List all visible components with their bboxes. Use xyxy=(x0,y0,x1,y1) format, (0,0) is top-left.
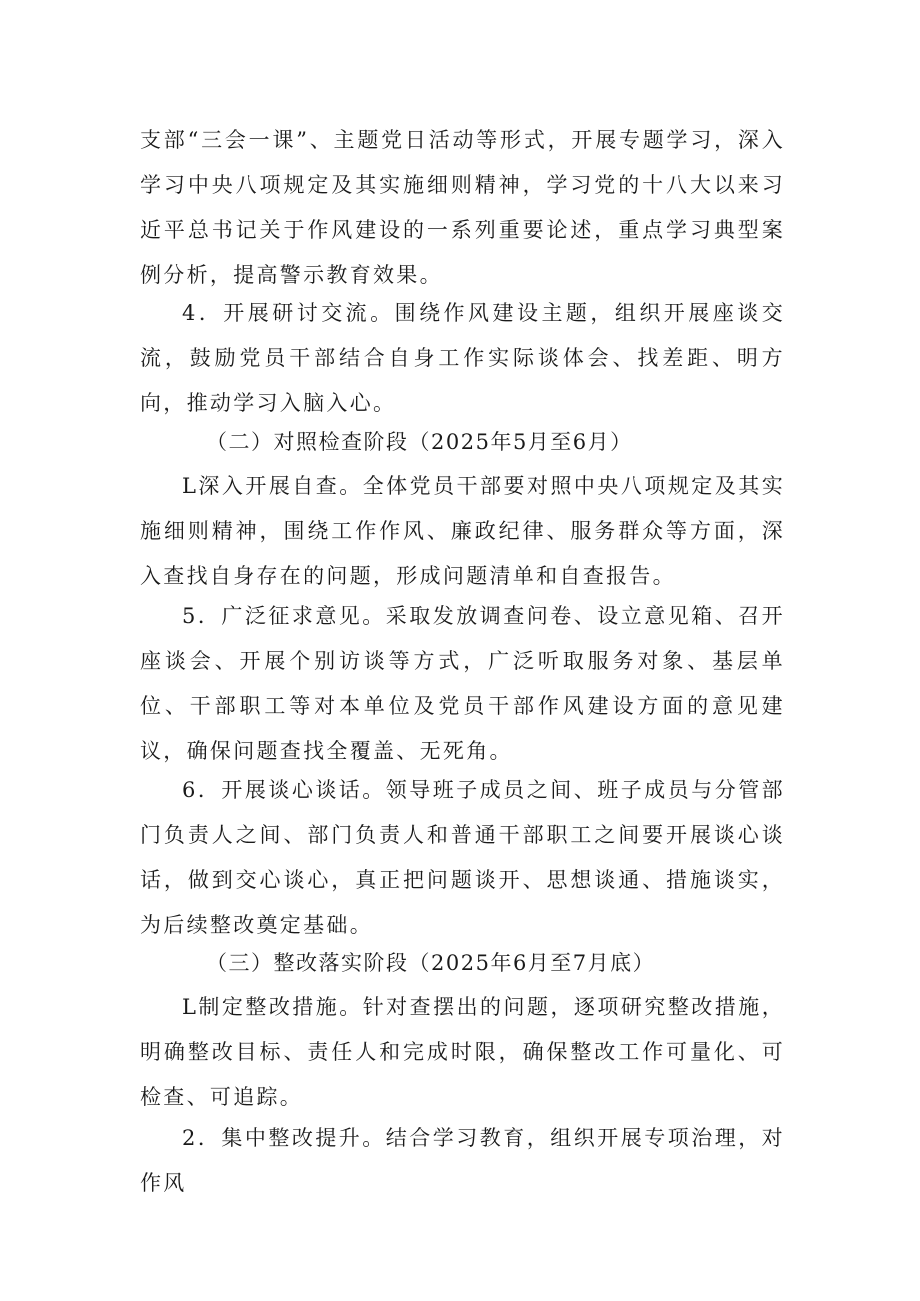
section-heading-review-stage: （二）对照检查阶段（2025年5月至6月） xyxy=(206,430,633,454)
paragraph-item-4-discussion: 4．开展研讨交流。围绕作风建设主题，组织开展座谈交流，鼓励党员干部结合自身工作实际谈体会、找差距、明方向，推动学习入脑入心。 xyxy=(140,301,785,415)
paragraph-item-6-talks: 6．开展谈心谈话。领导班子成员之间、班子成员与分管部门负责人之间、部门负责人和普通干部职工之间要开展谈心谈话，做到交心谈心，真正把问题谈开、思想谈通、措施谈实，为后续整改奠定基础。 xyxy=(140,778,785,937)
paragraph-item-5-feedback: 5．广泛征求意见。采取发放调查问卷、设立意见箱、召开座谈会、开展个别访谈等方式，广泛听取服务对象、基层单位、干部职工等对本单位及党员干部作风建设方面的意见建议，确保问题查找全覆盖、无死角。 xyxy=(140,604,785,763)
paragraph-item-1-self-check: L深入开展自查。全体党员干部要对照中央八项规定及其实施细则精神，围绕工作作风、廉政纪律、服务群众等方面，深入查找自身存在的问题，形成问题清单和自查报告。 xyxy=(140,474,785,588)
paragraph-item-2-rectify: 2．集中整改提升。结合学习教育，组织开展专项治理，对作风 xyxy=(140,1126,785,1195)
paragraph-study-forms: 支部“三会一课”、主题党日活动等形式，开展专题学习，深入学习中央八项规定及其实施细则精神，学习党的十八大以来习近平总书记关于作风建设的一系列重要论述，重点学习典型案例分析，提高警示教育效果。 xyxy=(140,128,785,287)
paragraph-item-1-measures: L制定整改措施。针对查摆出的问题，逐项研究整改措施，明确整改目标、责任人和完成时限，确保整改工作可量化、可检查、可追踪。 xyxy=(140,995,785,1109)
section-heading-rectification-stage: （三）整改落实阶段（2025年6月至7月底） xyxy=(206,951,656,975)
